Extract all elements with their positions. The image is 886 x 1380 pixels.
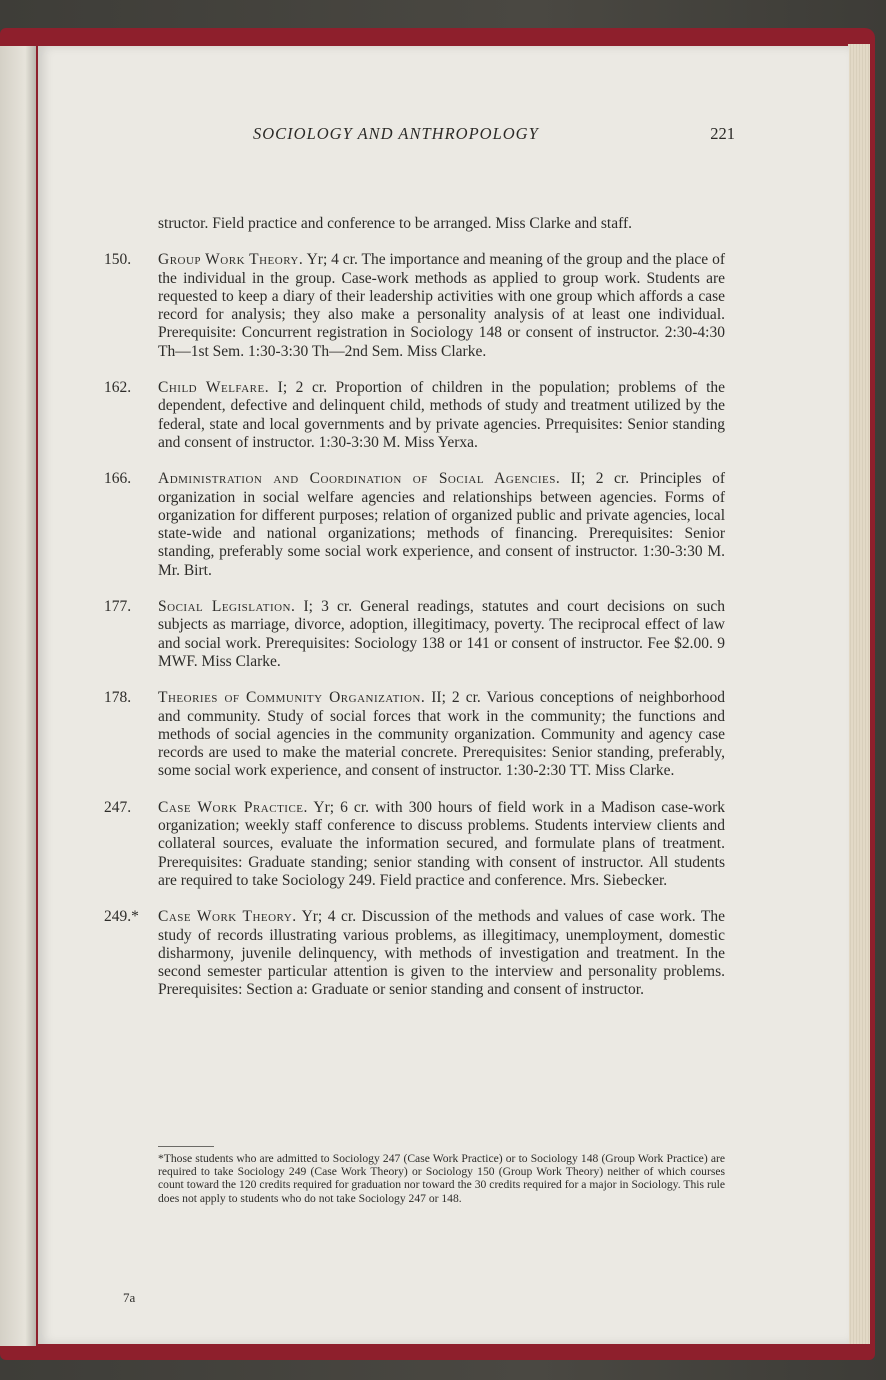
- course-title: Social Legislation.: [158, 598, 296, 616]
- course-number: 162.: [104, 379, 132, 397]
- course-entry-178: [104, 689, 725, 780]
- course-number: 166.: [104, 470, 132, 488]
- course-number: 247.: [104, 798, 132, 816]
- continued-paragraph: structor. Field practice and conference to be arranged. Miss Clarke and staff.: [158, 215, 633, 232]
- course-entry-177: [104, 598, 725, 671]
- footnote: *Those students who are admitted to Sociology 247 (Case Work Practice) or to Sociology 148 (Group Work Practice) are required to take Sociology 249 (Case Work Theory) or Sociology 150 (Group Work Theory) neither of which courses count toward the 120 credits required for graduation nor toward the 30 credits required for a major in Sociology. This rule does not apply to students who do not take Sociology 247 or 148.: [158, 1152, 725, 1205]
- course-description: I; 2 cr. Proportion of children in the population; problems of the dependent, defective and delinquent child, methods of study and treatment utilized by the federal, state and local governments and by private agencies. Prrequisites: Senior standing and consent of instructor. 1:30-3:30 M. Miss Yerxa.: [158, 379, 725, 451]
- running-head: SOCIOLOGY AND ANTHROPOLOGY: [253, 124, 539, 143]
- course-title: Case Work Practice.: [158, 798, 308, 816]
- course-number: 150.: [104, 251, 132, 269]
- course-entry-162: [104, 379, 725, 452]
- facing-page-edge: [0, 46, 36, 1346]
- course-entry-249: [104, 908, 725, 999]
- course-number: 178.: [104, 689, 132, 707]
- course-title: Group Work Theory.: [158, 251, 304, 269]
- course-title: Theories of Community Organization.: [158, 689, 426, 707]
- course-title: Administration and Coordination of Social Agencies.: [158, 470, 561, 488]
- course-description: Yr; 6 cr. with 300 hours of field work in a Madison case-work organization; weekly staff conference to discuss problems. Students interview clients and collateral sources, evaluate the information secured, and formulate plans of treatment. Prerequisites: Graduate standing; senior standing with consent of instructor. All students are required to take Sociology 249. Field practice and conference. Mrs. Siebecker.: [158, 798, 725, 889]
- course-description: Yr; 4 cr. The importance and meaning of the group and the place of the individual in the group. Case-work methods as applied to group work. Students are requested to keep a diary of their leadership activities with one group which affords a case record for analysis; they also make a personality analysis of at least one individual. Prerequisite: Concurrent registration in Sociology 148 or consent of instructor. 2:30-4:30 Th—1st Sem. 1:30-3:30 Th—2nd Sem. Miss Clarke.: [158, 251, 725, 360]
- footnote-rule: [158, 1146, 214, 1147]
- course-description: II; 2 cr. Principles of organization in social welfare agencies and relationships between agencies. Forms of organization for different purposes; relation of organized public and private agencies, local state-wide and national organizations; methods of financing. Prerequisites: Senior standing, preferably some social work experience, and consent of instructor. 1:30-3:30 M. Mr. Birt.: [158, 470, 725, 579]
- page-body: [104, 215, 725, 1018]
- page-number: 221: [710, 124, 735, 143]
- page-header: [215, 124, 735, 150]
- signature-mark: 7a: [123, 1290, 136, 1305]
- course-entry-247: [104, 798, 725, 890]
- course-description: Yr; 4 cr. Discussion of the methods and values of case work. The study of records illustrating various problems, as illegitimacy, unemployment, domestic disharmony, juvenile delinquency, with methods of investigation and treatment. In the second semester particular attention is given to the interview and personality problems. Prerequisites: Section a: Graduate or senior standing and consent of instructor.: [158, 908, 725, 999]
- course-description: I; 3 cr. General readings, statutes and court decisions on such subjects as marriage, divorce, adoption, illegitimacy, poverty. The reciprocal effect of law and social work. Prerequisites: Sociology 138 or 141 or consent of instructor. Fee $2.00. 9 MWF. Miss Clarke.: [158, 598, 725, 670]
- course-description: II; 2 cr. Various conceptions of neighborhood and community. Study of social forces that work in the community; the functions and methods of social agencies in the community organization. Community and agency case records are used to make the material concrete. Prerequisites: Senior standing, preferably, some social work experience, and consent of instructor. 1:30-2:30 TT. Miss Clarke.: [158, 689, 725, 780]
- page-block-edge: [848, 44, 870, 1344]
- course-entry-166: [104, 470, 725, 580]
- course-number: 177.: [104, 598, 132, 616]
- course-title: Child Welfare.: [158, 379, 270, 397]
- course-title: Case Work Theory.: [158, 908, 297, 926]
- course-number: 249.*: [104, 908, 139, 926]
- course-entry-150: [104, 251, 725, 361]
